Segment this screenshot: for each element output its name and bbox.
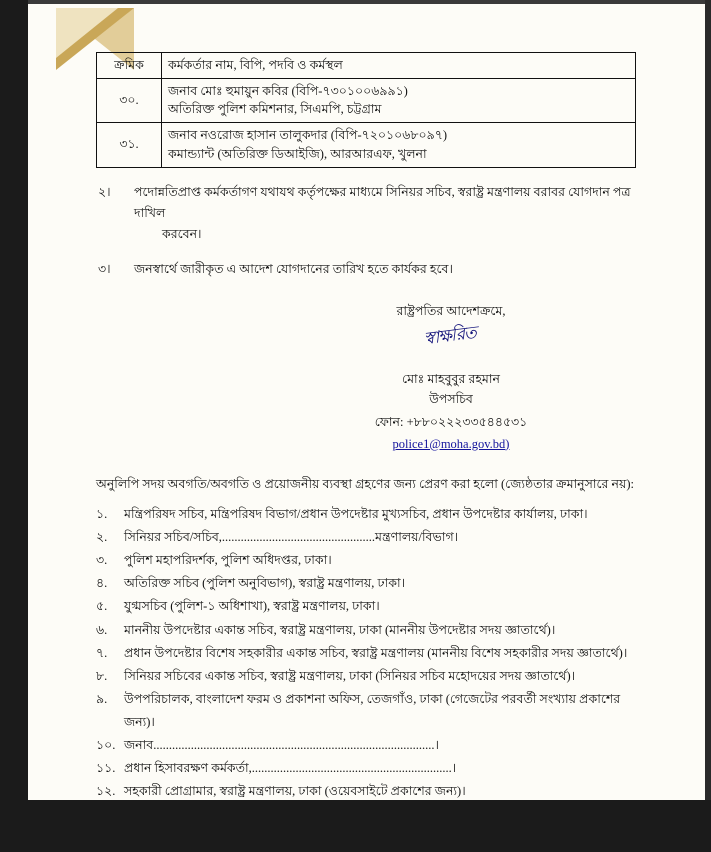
officer-post-line: কমান্ড্যান্ট (অতিরিক্ত ডিআইজি), আরআরএফ, খুলনা: [168, 146, 427, 161]
page-border-left: [0, 0, 28, 852]
list-item-text: জনাব..........................................................................................।: [124, 738, 439, 753]
paragraph-number: ২।: [98, 184, 111, 199]
list-item-index: ২.: [96, 530, 108, 544]
handwritten-signature: স্বাক্ষরিত: [422, 322, 477, 349]
table-header-serial: ক্রমিক: [97, 53, 162, 79]
list-item: [96, 572, 636, 595]
table-row: [97, 79, 636, 123]
signature-order-line: রাষ্ট্রপতির আদেশক্রমে,: [396, 303, 506, 318]
list-item-text: অতিরিক্ত সচিব (পুলিশ অনুবিভাগ), স্বরাষ্ট্র মন্ত্রণালয়, ঢাকা।: [124, 576, 406, 591]
paragraph-text: [134, 259, 636, 280]
list-item: [96, 780, 636, 803]
list-item: [96, 503, 636, 526]
list-item: [96, 595, 636, 618]
list-item-index: ১১.: [96, 761, 116, 776]
paragraph-2: [96, 182, 636, 246]
row-serial: ৩১.: [97, 123, 162, 167]
list-item-text: পুলিশ মহাপরিদর্শক, পুলিশ অধিদপ্তর, ঢাকা।: [124, 553, 332, 568]
signature-block: [96, 301, 636, 454]
list-item-index: ১২.: [96, 784, 116, 799]
signatory-name: মোঃ মাহবুবুর রহমান: [402, 371, 500, 386]
row-detail: [162, 79, 636, 123]
paragraph-text-continuation: করবেন।: [162, 227, 202, 242]
page-border-bottom: [0, 800, 711, 852]
list-item-index: ৬.: [96, 622, 108, 637]
row-detail: [162, 123, 636, 167]
officer-post-line: অতিরিক্ত পুলিশ কমিশনার, সিএমপি, চট্টগ্রাম: [168, 102, 382, 117]
list-item: [96, 619, 636, 642]
list-item-text: সিনিয়র সচিবের একান্ত সচিব, স্বরাষ্ট্র মন্ত্রণালয়, ঢাকা (সিনিয়র সচিব মহোদয়ের সদয় জ্ঞাতার্থে)।: [124, 668, 576, 683]
list-item-text: মাননীয় উপদেষ্টার একান্ত সচিব, স্বরাষ্ট্র মন্ত্রণালয়, ঢাকা (মাননীয় উপদেষ্টার সদয় জ্ঞাতার্থে)।: [124, 622, 556, 637]
list-item: [96, 526, 636, 549]
paragraph-text-line: জনস্বার্থে জারীকৃত এ আদেশ যোগদানের তারিখ হতে কার্যকর হবে।: [134, 262, 453, 277]
page-corner-fold-highlight: [56, 8, 118, 58]
distribution-intro: অনুলিপি সদয় অবগতি/অবগতি ও প্রয়োজনীয় ব্যবস্থা গ্রহণের জন্য প্রেরণ করা হলো (জ্যেষ্ঠতার ক্রমানুসারে নয়):: [96, 476, 635, 491]
list-item-index: ৫.: [96, 599, 108, 614]
table-header-detail: কর্মকর্তার নাম, বিপি, পদবি ও কর্মস্থল: [162, 53, 636, 79]
list-item-index: ৮.: [96, 668, 108, 683]
list-item-text: মন্ত্রিপরিষদ সচিব, মন্ত্রিপরিষদ বিভাগ/প্রধান উপদেষ্টার মুখ্যসচিব, প্রধান উপদেষ্টার কার্যালয়, ঢাকা।: [124, 506, 588, 521]
list-item-index: ১.: [96, 506, 108, 521]
officer-name-line: জনাব নওরোজ হাসান তালুকদার (বিপি-৭২০১০৬৮০৯৭): [168, 128, 448, 143]
paragraph-3: [96, 259, 636, 280]
list-item: [96, 642, 636, 665]
list-item: [96, 688, 636, 734]
list-item: [96, 757, 636, 780]
list-item-index: ৭.: [96, 645, 108, 660]
row-serial: ৩০.: [97, 79, 162, 123]
distribution-list: [96, 503, 636, 804]
list-item-index: ৯.: [96, 691, 108, 706]
list-item-index: ১০.: [96, 738, 116, 753]
list-item-text: প্রধান হিসাবরক্ষণ কর্মকর্তা,................................................................।: [124, 761, 457, 776]
table-header-row: [97, 53, 636, 79]
page-border-right: [705, 0, 711, 852]
table-row: [97, 123, 636, 167]
list-item-text: উপপরিচালক, বাংলাদেশ ফরম ও প্রকাশনা অফিস, তেজগাঁও, ঢাকা (গেজেটের পরবর্তী সংখ্যায় প্রকাশের জন্য)।: [124, 691, 621, 729]
list-item-text: সিনিয়র সচিব/সচিব,.................................................মন্ত্রণালয়/বিভাগ।: [124, 530, 459, 544]
list-item-text: সহকারী প্রোগ্রামার, স্বরাষ্ট্র মন্ত্রণালয়, ঢাকা (ওয়েবসাইটে প্রকাশের জন্য)।: [124, 784, 466, 799]
list-item-text: প্রধান উপদেষ্টার বিশেষ সহকারীর একান্ত সচিব, স্বরাষ্ট্র মন্ত্রণালয় (মাননীয় বিশেষ সহকারীর সদয় জ্ঞাতার্থে)।: [124, 645, 628, 660]
signatory-email-link[interactable]: police1@moha.gov.bd): [392, 436, 510, 451]
list-item: [96, 549, 636, 572]
list-item: [96, 665, 636, 688]
officers-table: [96, 52, 636, 168]
list-item-index: ৪.: [96, 576, 108, 591]
document-content: [96, 52, 636, 804]
signatory-phone: ফোন: +৮৮০২২২৩৩৫৪৪৫৩১: [374, 414, 528, 429]
paragraph-text: [134, 182, 636, 246]
signatory-designation: উপসচিব: [429, 391, 473, 406]
list-item: [96, 734, 636, 757]
paragraph-number: ৩।: [98, 262, 111, 277]
list-item-text: যুগ্মসচিব (পুলিশ-১ অধিশাখা), স্বরাষ্ট্র মন্ত্রণালয়, ঢাকা।: [124, 599, 380, 614]
paragraph-text-line: পদোন্নতিপ্রাপ্ত কর্মকর্তাগণ যথাযথ কর্তৃপক্ষের মাধ্যমে সিনিয়র সচিব, স্বরাষ্ট্র মন্ত্রণালয় বরাবর যোগদান পত্র দাখিল: [134, 184, 631, 220]
list-item-index: ৩.: [96, 553, 108, 568]
officer-name-line: জনাব মোঃ হুমায়ুন কবির (বিপি-৭৩০১০০৬৯৯১): [168, 84, 408, 99]
